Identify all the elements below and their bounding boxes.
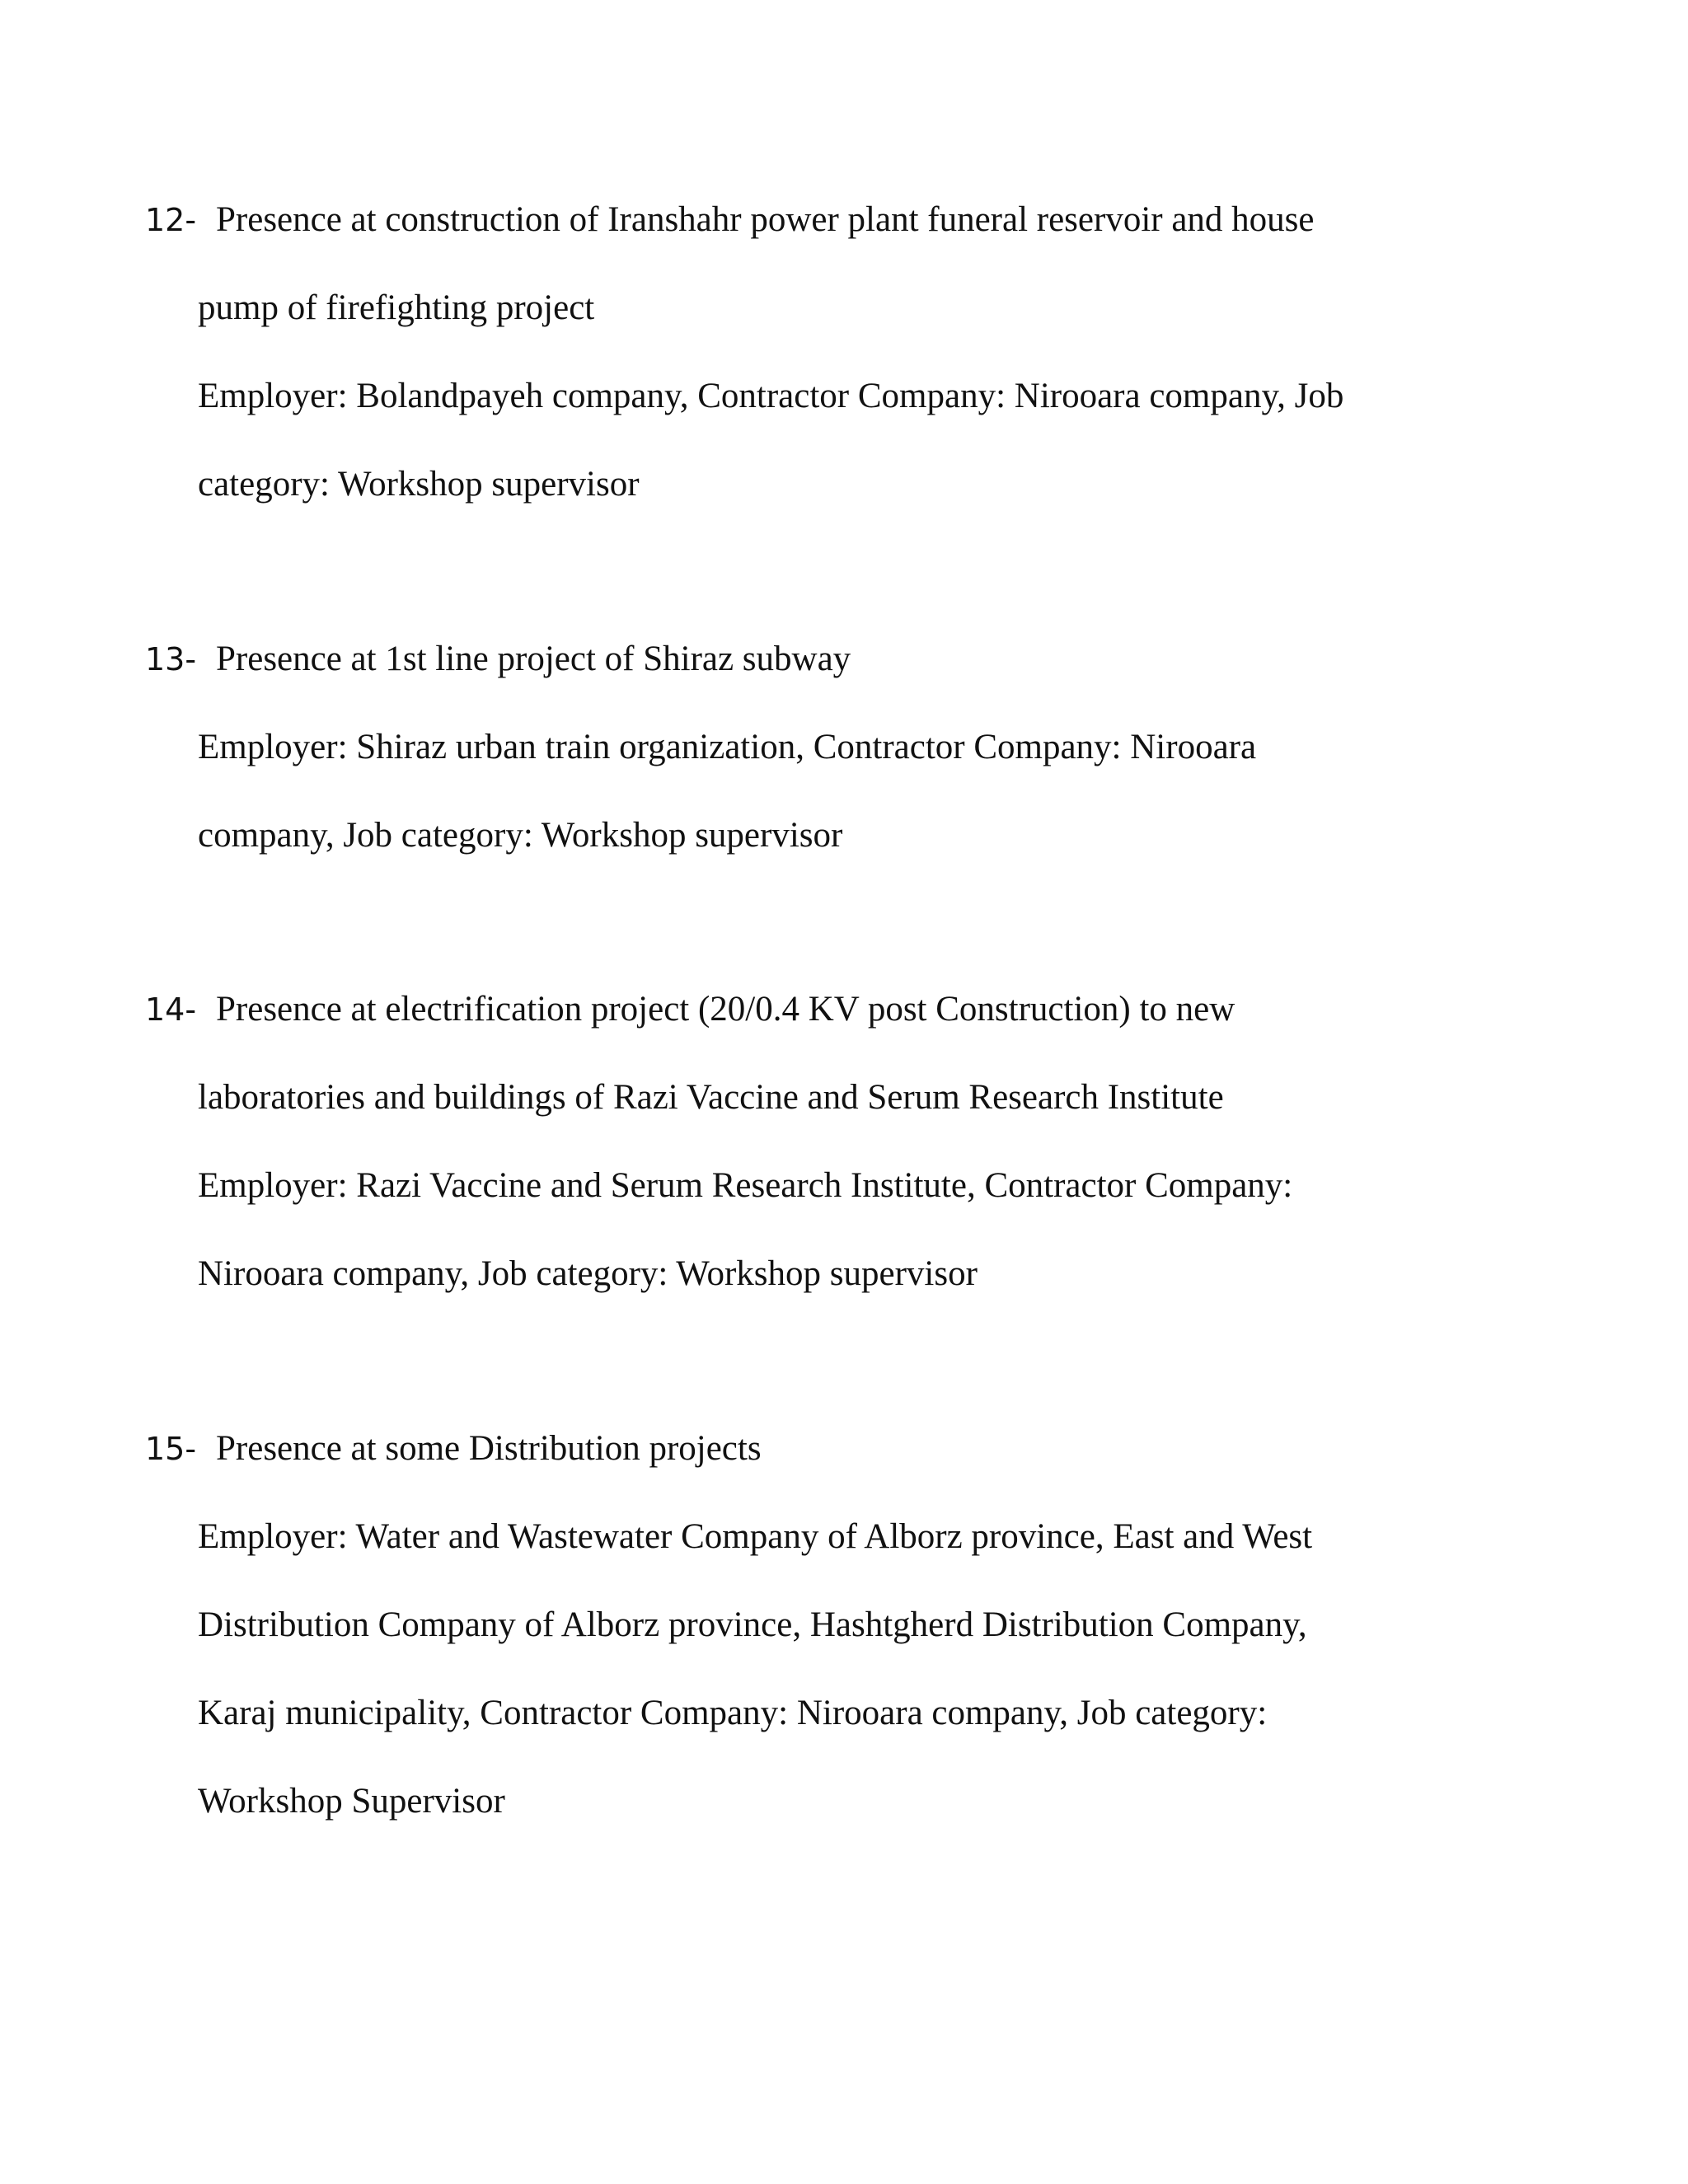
experience-item-13 xyxy=(145,615,1505,879)
item-employer-continued: company, Job category: Workshop supervisor xyxy=(198,816,843,855)
experience-item-15 xyxy=(145,1404,1505,1845)
item-employer-continued: category: Workshop supervisor xyxy=(198,465,640,504)
item-line xyxy=(145,264,1505,352)
item-line xyxy=(145,703,1505,791)
item-line xyxy=(145,440,1505,528)
item-job-category: Workshop Supervisor xyxy=(198,1782,505,1821)
item-line xyxy=(145,1404,1505,1493)
item-line xyxy=(145,1581,1505,1669)
item-line xyxy=(145,1493,1505,1581)
item-title: Presence at construction of Iranshahr power plant funeral reservoir and house xyxy=(216,200,1315,239)
item-employer-continued: Nirooara company, Job category: Workshop supervisor xyxy=(198,1254,978,1293)
item-number: 13- xyxy=(145,641,197,677)
item-number: 15- xyxy=(145,1431,197,1467)
item-number: 12- xyxy=(145,202,197,238)
item-line xyxy=(145,965,1505,1053)
item-line xyxy=(145,1669,1505,1757)
experience-item-14 xyxy=(145,965,1505,1318)
item-title-continued: laboratories and buildings of Razi Vaccine and Serum Research Institute xyxy=(198,1078,1224,1117)
experience-item-12 xyxy=(145,176,1505,528)
item-employer-continued: Karaj municipality, Contractor Company: Nirooara company, Job category: xyxy=(198,1694,1268,1732)
item-line xyxy=(145,1053,1505,1141)
item-title: Presence at some Distribution projects xyxy=(216,1429,762,1468)
item-title: Presence at 1st line project of Shiraz subway xyxy=(216,640,851,678)
item-line xyxy=(145,352,1505,440)
item-line xyxy=(145,791,1505,879)
item-line xyxy=(145,1141,1505,1230)
item-title-continued: pump of firefighting project xyxy=(198,288,595,327)
item-employer-continued: Distribution Company of Alborz province, Hashtgherd Distribution Company, xyxy=(198,1605,1307,1644)
item-employer: Employer: Razi Vaccine and Serum Research Institute, Contractor Company: xyxy=(198,1166,1293,1205)
item-employer: Employer: Bolandpayeh company, Contractor Company: Nirooara company, Job xyxy=(198,377,1344,415)
item-line xyxy=(145,615,1505,703)
item-line xyxy=(145,176,1505,264)
item-employer: Employer: Water and Wastewater Company of Alborz province, East and West xyxy=(198,1517,1313,1556)
item-employer: Employer: Shiraz urban train organization, Contractor Company: Nirooara xyxy=(198,728,1257,766)
item-line xyxy=(145,1230,1505,1318)
item-line xyxy=(145,1757,1505,1845)
item-title: Presence at electrification project (20/0.4 KV post Construction) to new xyxy=(216,990,1236,1029)
item-number: 14- xyxy=(145,991,197,1028)
